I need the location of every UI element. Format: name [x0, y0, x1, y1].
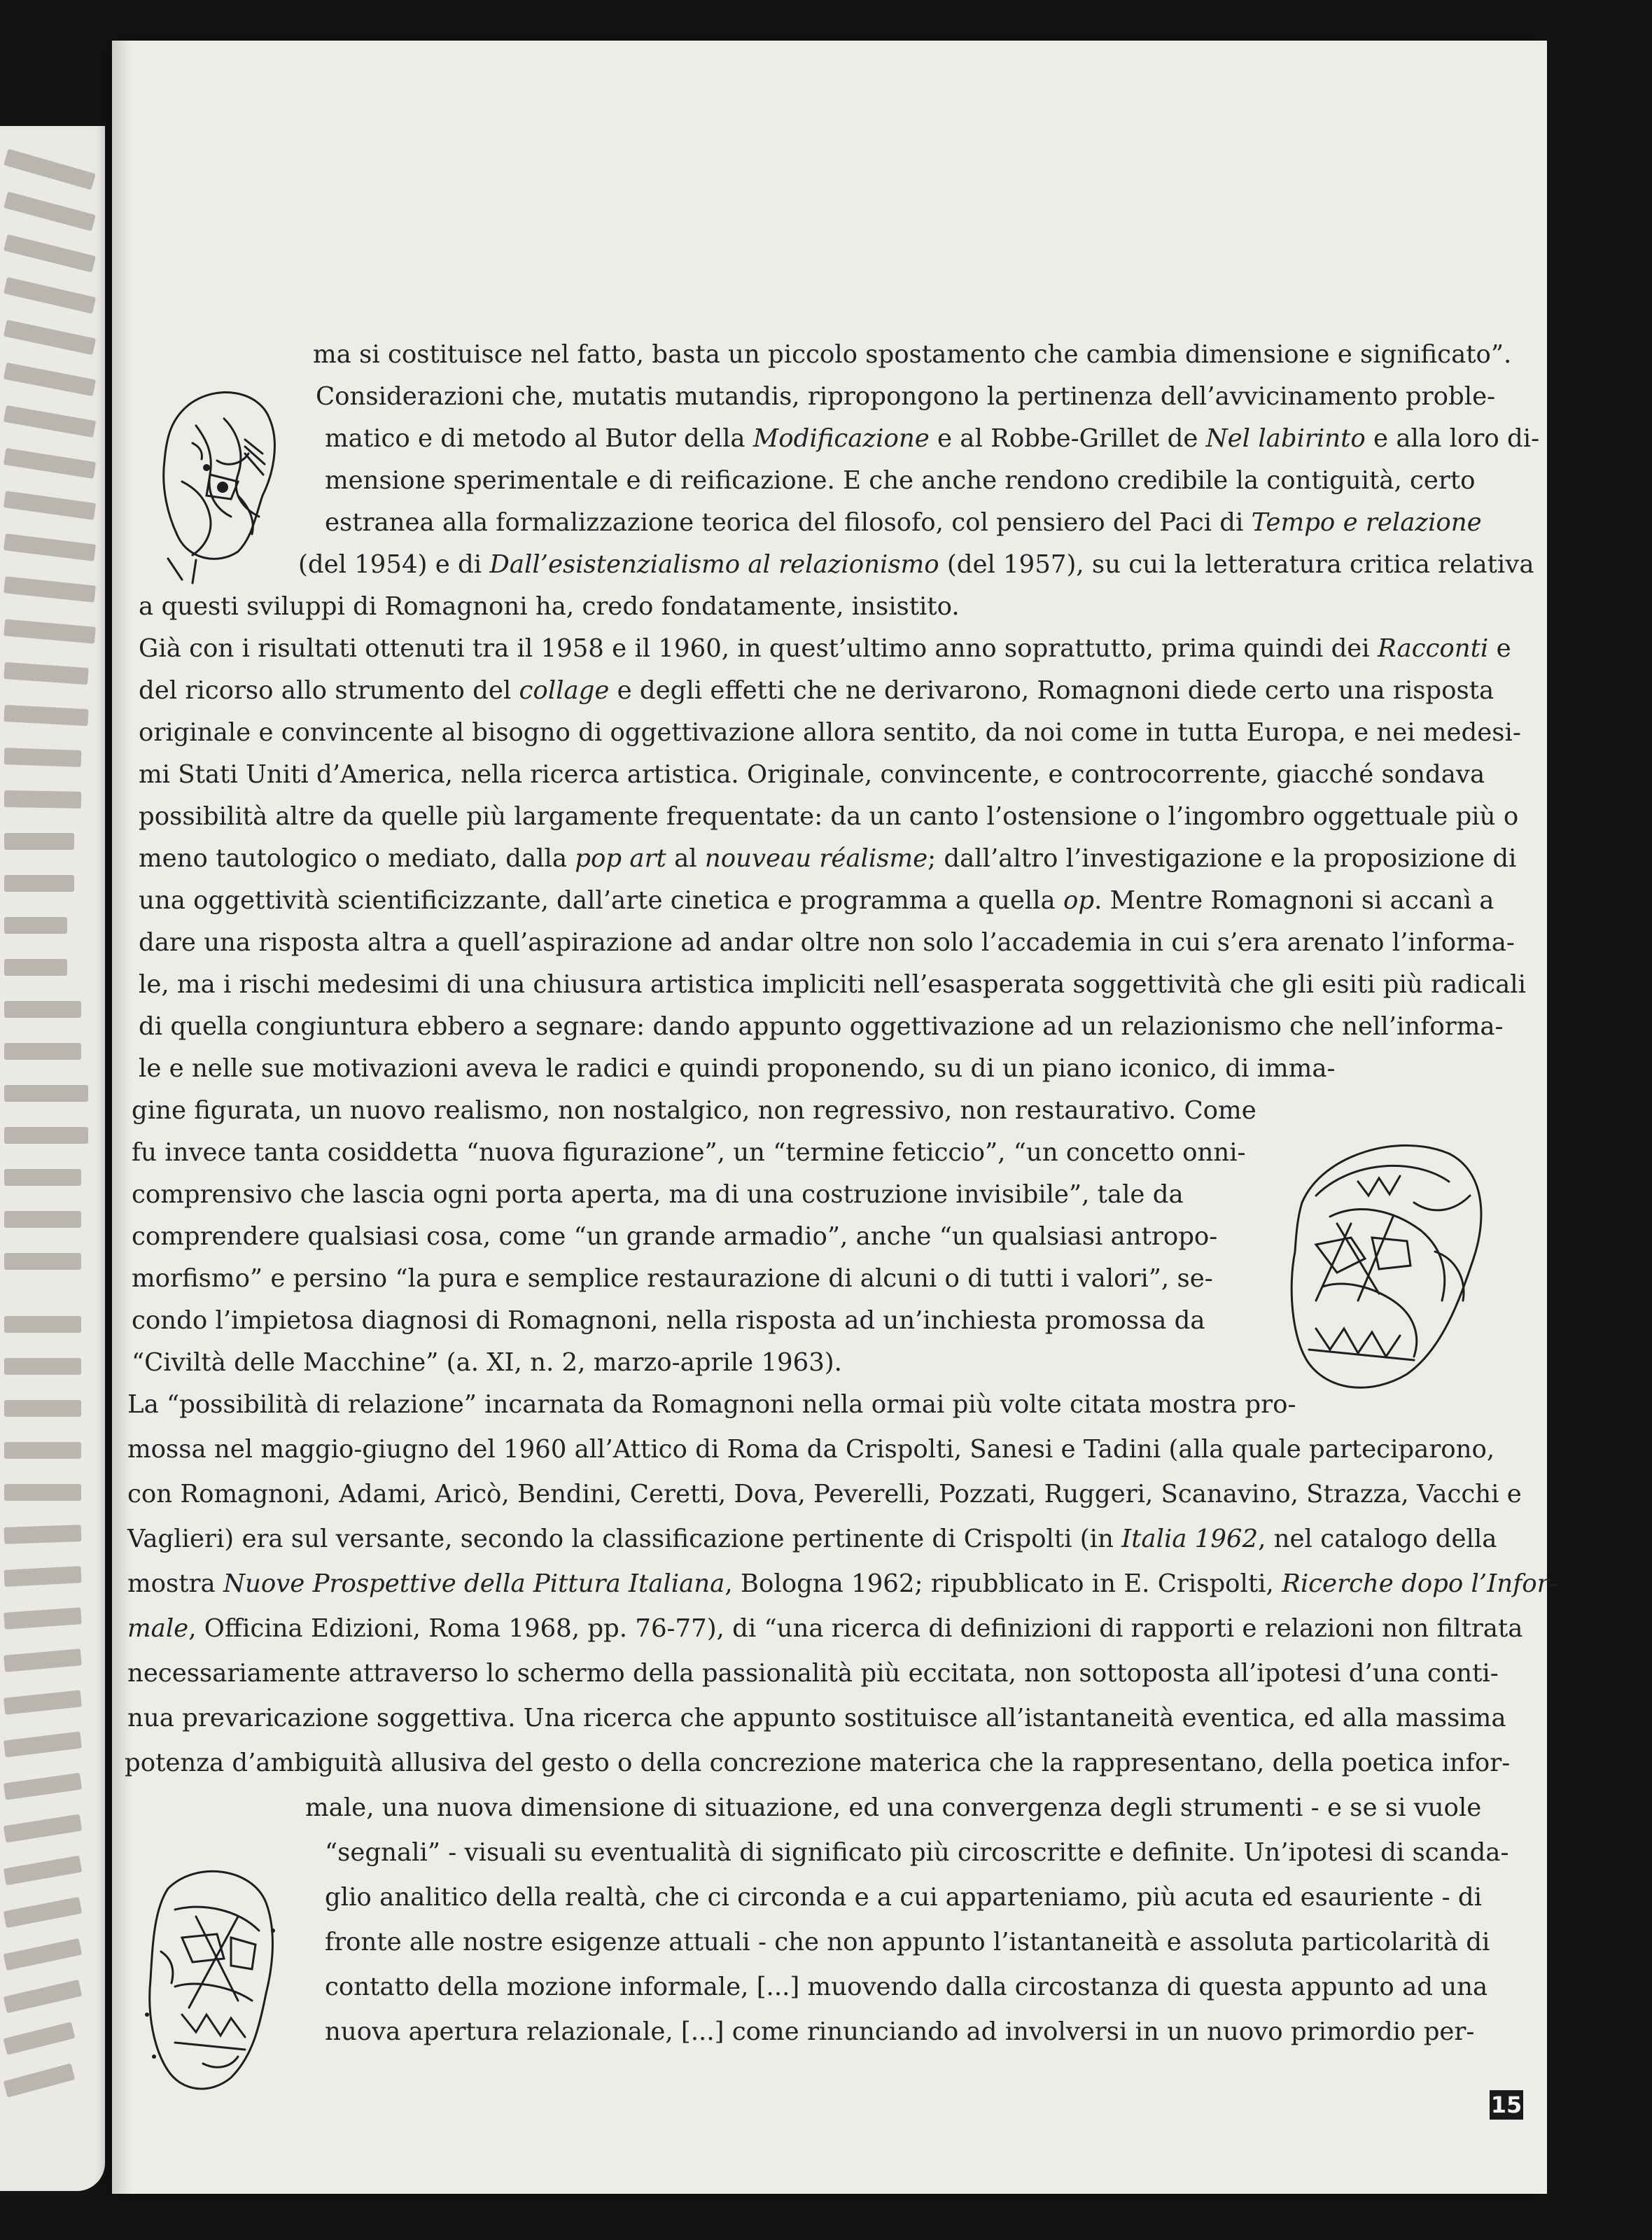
text-line: ma si costituisce nel fatto, basta un piccolo spostamento che cambia dimensione e significato”. — [313, 340, 1512, 369]
text-line: meno tautologico o mediato, dalla pop art al nouveau réalisme; dall’altro l’investigazione e la proposizione di — [139, 844, 1517, 873]
text-line: mi Stati Uniti d’America, nella ricerca artistica. Originale, convincente, e controcorrente, giacché sondava — [139, 760, 1485, 789]
text-line: fronte alle nostre esigenze attuali - che non appunto l’istantaneità e assoluta particolarità di — [325, 1928, 1490, 1956]
sketch-head-icon — [140, 377, 294, 587]
text-line: comprendere qualsiasi cosa, come “un grande armadio”, anche “un qualsiasi antropo- — [132, 1222, 1218, 1251]
text-line: con Romagnoni, Adami, Aricò, Bendini, Ceretti, Dova, Peverelli, Pozzati, Ruggeri, Scanavino, Strazza, Vacchi e — [127, 1480, 1522, 1508]
text-line: morfismo” e persino “la pura e semplice restaurazione di alcuni o di tutti i valori”, se- — [132, 1264, 1213, 1293]
text-line: La “possibilità di relazione” incarnata da Romagnoni nella ormai più volte citata mostra pro- — [127, 1390, 1296, 1419]
text-line: necessariamente attraverso lo schermo della passionalità più eccitata, non sottoposta all’ipotesi d’una conti- — [127, 1659, 1499, 1688]
sketch-skull-icon — [1274, 1119, 1491, 1413]
text-line: (del 1954) e di Dall’esistenzialismo al relazionismo (del 1957), su cui la letteratura critica relativa — [298, 550, 1534, 579]
text-line: del ricorso allo strumento del collage e degli effetti che ne derivarono, Romagnoni diede certo una risposta — [139, 676, 1494, 705]
text-line: condo l’impietosa diagnosi di Romagnoni, nella risposta ad un’inchiesta promossa da — [132, 1306, 1205, 1335]
page-number: 15 — [1490, 2092, 1522, 2118]
text-line: possibilità altre da quelle più largamente frequentate: da un canto l’ostensione o l’ingombro oggettuale più o — [139, 802, 1519, 831]
text-line: mossa nel maggio-giugno del 1960 all’Attico di Roma da Crispolti, Sanesi e Tadini (alla quale parteciparono, — [127, 1435, 1495, 1464]
text-line: una oggettività scientificizzante, dall’arte cinetica e programma a quella op. Mentre Romagnoni si accanì a — [139, 886, 1494, 915]
text-line: nua prevaricazione soggettiva. Una ricerca che appunto sostituisce all’istantaneità eventica, ed alla massima — [127, 1704, 1506, 1732]
previous-page-edge — [0, 126, 105, 2191]
text-line: di quella congiuntura ebbero a segnare: dando appunto oggettivazione ad un relazionismo che nell’informa- — [139, 1012, 1504, 1041]
text-line: dare una risposta altra a quell’aspirazione ad andar oltre non solo l’accademia in cui s’era arenato l’informa- — [139, 928, 1515, 957]
text-line: nuova apertura relazionale, [...] come rinunciando ad involversi in un nuovo primordio per- — [325, 2017, 1475, 2046]
text-line: le e nelle sue motivazioni aveva le radici e quindi proponendo, su di un piano iconico, di imma- — [139, 1054, 1336, 1083]
sketch-profile-icon — [133, 1847, 294, 2106]
text-line: fu invece tanta cosiddetta “nuova figurazione”, un “termine feticcio”, “un concetto onni- — [132, 1138, 1246, 1167]
text-line: male, una nuova dimensione di situazione, ed una convergenza degli strumenti - e se si vuole — [305, 1793, 1482, 1822]
text-line: Già con i risultati ottenuti tra il 1958 e il 1960, in quest’ultimo anno soprattutto, prima quindi dei Racconti e — [139, 634, 1511, 663]
text-line: originale e convincente al bisogno di oggettivazione allora sentito, da noi come in tutta Europa, e nei medesi- — [139, 718, 1521, 747]
text-line: male, Officina Edizioni, Roma 1968, pp. 76-77), di “una ricerca di definizioni di rapporti e relazioni non filtrata — [127, 1614, 1523, 1643]
body-text — [112, 41, 1558, 2194]
text-line: “segnali” - visuali su eventualità di significato più circoscritte e definite. Un’ipotesi di scanda- — [325, 1838, 1509, 1867]
text-line: glio analitico della realtà, che ci circonda e a cui apparteniamo, più acuta ed esauriente - di — [325, 1883, 1482, 1912]
text-line: mensione sperimentale e di reificazione. E che anche rendono credibile la contiguità, certo — [325, 466, 1476, 495]
text-line: gine figurata, un nuovo realismo, non nostalgico, non regressivo, non restaurativo. Come — [132, 1096, 1256, 1125]
text-line: matico e di metodo al Butor della Modificazione e al Robbe-Grillet de Nel labirinto e alla loro di- — [325, 424, 1540, 453]
text-line: le, ma i rischi medesimi di una chiusura artistica impliciti nell’esasperata soggettività che gli esiti più radicali — [139, 970, 1526, 999]
book-page — [112, 41, 1558, 2194]
text-line: Vaglieri) era sul versante, secondo la classificazione pertinente di Crispolti (in Italia 1962, nel catalogo della — [127, 1525, 1497, 1553]
text-line: potenza d’ambiguità allusiva del gesto o della concrezione materica che la rappresentano, della poetica infor- — [125, 1749, 1511, 1777]
text-line: estranea alla formalizzazione teorica del filosofo, col pensiero del Paci di Tempo e relazione — [325, 508, 1482, 537]
text-line: comprensivo che lascia ogni porta aperta, ma di una costruzione invisibile”, tale da — [132, 1180, 1184, 1209]
text-line: mostra Nuove Prospettive della Pittura Italiana, Bologna 1962; ripubblicato in E. Crispolti, Ricerche dopo l’Infor- — [127, 1569, 1558, 1598]
text-line: Considerazioni che, mutatis mutandis, ripropongono la pertinenza dell’avvicinamento proble- — [316, 382, 1496, 411]
text-line: “Civiltà delle Macchine” (a. XI, n. 2, marzo-aprile 1963). — [132, 1348, 842, 1377]
text-line: a questi sviluppi di Romagnoni ha, credo fondatamente, insistito. — [139, 592, 960, 621]
text-line: contatto della mozione informale, [...] muovendo dalla circostanza di questa appunto ad una — [325, 1973, 1488, 2001]
